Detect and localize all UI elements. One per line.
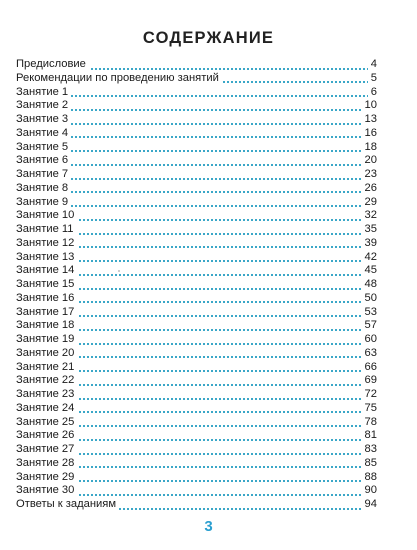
toc-entry-page: 88 — [362, 471, 377, 485]
toc-entry-page: 85 — [362, 457, 377, 471]
toc-entry — [16, 484, 377, 498]
toc-entry — [16, 443, 377, 457]
toc-entry — [16, 471, 377, 485]
toc-entry-page: 35 — [362, 223, 377, 237]
toc-entry-page: 45 — [362, 264, 377, 278]
toc-entry-label: Занятие 11 — [16, 223, 77, 237]
toc-entry-label: Занятие 16 — [16, 292, 77, 306]
toc-entry — [16, 319, 377, 333]
toc-entry — [16, 182, 377, 196]
toc-entry-page: 57 — [362, 319, 377, 333]
toc-entry-label: Занятие 28 — [16, 457, 77, 471]
toc-entry-label: Занятие 29 — [16, 471, 77, 485]
toc-entry-label: Занятие 17 — [16, 306, 77, 320]
toc-entry — [16, 457, 377, 471]
print-speck — [118, 270, 120, 272]
toc-entry-page: 32 — [362, 209, 377, 223]
toc-entry-label: Занятие 25 — [16, 416, 77, 430]
toc-entry-page: 75 — [362, 402, 377, 416]
toc-entry-page: 53 — [362, 306, 377, 320]
toc-entry-label: Занятие 5 — [16, 141, 71, 155]
toc-entry-label: Занятие 7 — [16, 168, 71, 182]
toc-entry — [16, 113, 377, 127]
toc-entry — [16, 141, 377, 155]
toc-entry-page: 90 — [362, 484, 377, 498]
toc-entry-label: Занятие 26 — [16, 429, 77, 443]
toc-entry — [16, 278, 377, 292]
toc-entry-page: 5 — [368, 72, 377, 86]
toc-entry-label: Занятие 30 — [16, 484, 77, 498]
toc-entry — [16, 251, 377, 265]
toc-entry — [16, 429, 377, 443]
toc-entry-label: Занятие 14 — [16, 264, 77, 278]
toc-entry — [16, 498, 377, 512]
toc-entry — [16, 196, 377, 210]
toc-entry-label: Занятие 2 — [16, 99, 71, 113]
toc-entry-label: Занятие 20 — [16, 347, 77, 361]
toc-entry-page: 6 — [368, 86, 377, 100]
toc-entry — [16, 292, 377, 306]
toc-entry-page: 66 — [362, 361, 377, 375]
toc-entry-page: 48 — [362, 278, 377, 292]
toc-entry — [16, 223, 377, 237]
toc-entry-page: 4 — [368, 58, 377, 72]
toc-entry — [16, 72, 377, 86]
toc-entry-label: Занятие 13 — [16, 251, 77, 265]
toc-entry-label: Занятие 27 — [16, 443, 77, 457]
toc-entry — [16, 264, 377, 278]
toc-entry-label: Занятие 3 — [16, 113, 71, 127]
toc-entry-page: 42 — [362, 251, 377, 265]
toc-entry-label: Занятие 19 — [16, 333, 77, 347]
toc-entry-label: Занятие 6 — [16, 154, 71, 168]
toc-entry-label: Занятие 22 — [16, 374, 77, 388]
toc-entry-page: 69 — [362, 374, 377, 388]
toc-entry-page: 23 — [362, 168, 377, 182]
toc-entry-label: Ответы к заданиям — [16, 498, 119, 512]
toc-entry-page: 18 — [362, 141, 377, 155]
toc-entry — [16, 86, 377, 100]
toc-entry — [16, 333, 377, 347]
toc-entry-page: 16 — [362, 127, 377, 141]
toc-entry — [16, 388, 377, 402]
toc-entry-page: 39 — [362, 237, 377, 251]
toc-entry — [16, 402, 377, 416]
toc-entry-page: 72 — [362, 388, 377, 402]
toc-entry-page: 29 — [362, 196, 377, 210]
toc-entry-page: 20 — [362, 154, 377, 168]
toc-entry-page: 50 — [362, 292, 377, 306]
toc-entry-label: Рекомендации по проведению занятий — [16, 72, 222, 86]
toc-entry — [16, 209, 377, 223]
toc-entry-label: Занятие 4 — [16, 127, 71, 141]
toc-entry-page: 60 — [362, 333, 377, 347]
toc-entry — [16, 306, 377, 320]
toc-entry-label: Занятие 8 — [16, 182, 71, 196]
toc-entry-label: Занятие 23 — [16, 388, 77, 402]
toc-entry — [16, 347, 377, 361]
toc-entry — [16, 58, 377, 72]
toc-entry-page: 94 — [362, 498, 377, 512]
toc-title: СОДЕРЖАНИЕ — [142, 29, 275, 47]
toc-entry-page: 81 — [362, 429, 377, 443]
page-number: 3 — [204, 518, 213, 535]
toc-entry — [16, 99, 377, 113]
toc-entry-page: 13 — [362, 113, 377, 127]
toc-entry — [16, 168, 377, 182]
toc-entry-label: Занятие 21 — [16, 361, 77, 375]
toc-entry-page: 63 — [362, 347, 377, 361]
toc-entry — [16, 374, 377, 388]
toc-entry — [16, 154, 377, 168]
toc-entry-label: Занятие 12 — [16, 237, 77, 251]
toc-entry — [16, 361, 377, 375]
toc-entry-label: Занятие 1 — [16, 86, 71, 100]
toc-entry-label: Занятие 18 — [16, 319, 77, 333]
toc-entry-label: Занятие 9 — [16, 196, 71, 210]
toc-entry — [16, 237, 377, 251]
toc-list — [16, 58, 377, 512]
toc-entry-label: Предисловие — [16, 58, 89, 72]
toc-entry-label: Занятие 24 — [16, 402, 77, 416]
toc-entry-label: Занятие 15 — [16, 278, 77, 292]
toc-entry-label: Занятие 10 — [16, 209, 77, 223]
toc-entry-page: 78 — [362, 416, 377, 430]
toc-entry-page: 83 — [362, 443, 377, 457]
toc-entry — [16, 416, 377, 430]
toc-entry-page: 26 — [362, 182, 377, 196]
toc-entry — [16, 127, 377, 141]
toc-entry-page: 10 — [362, 99, 377, 113]
